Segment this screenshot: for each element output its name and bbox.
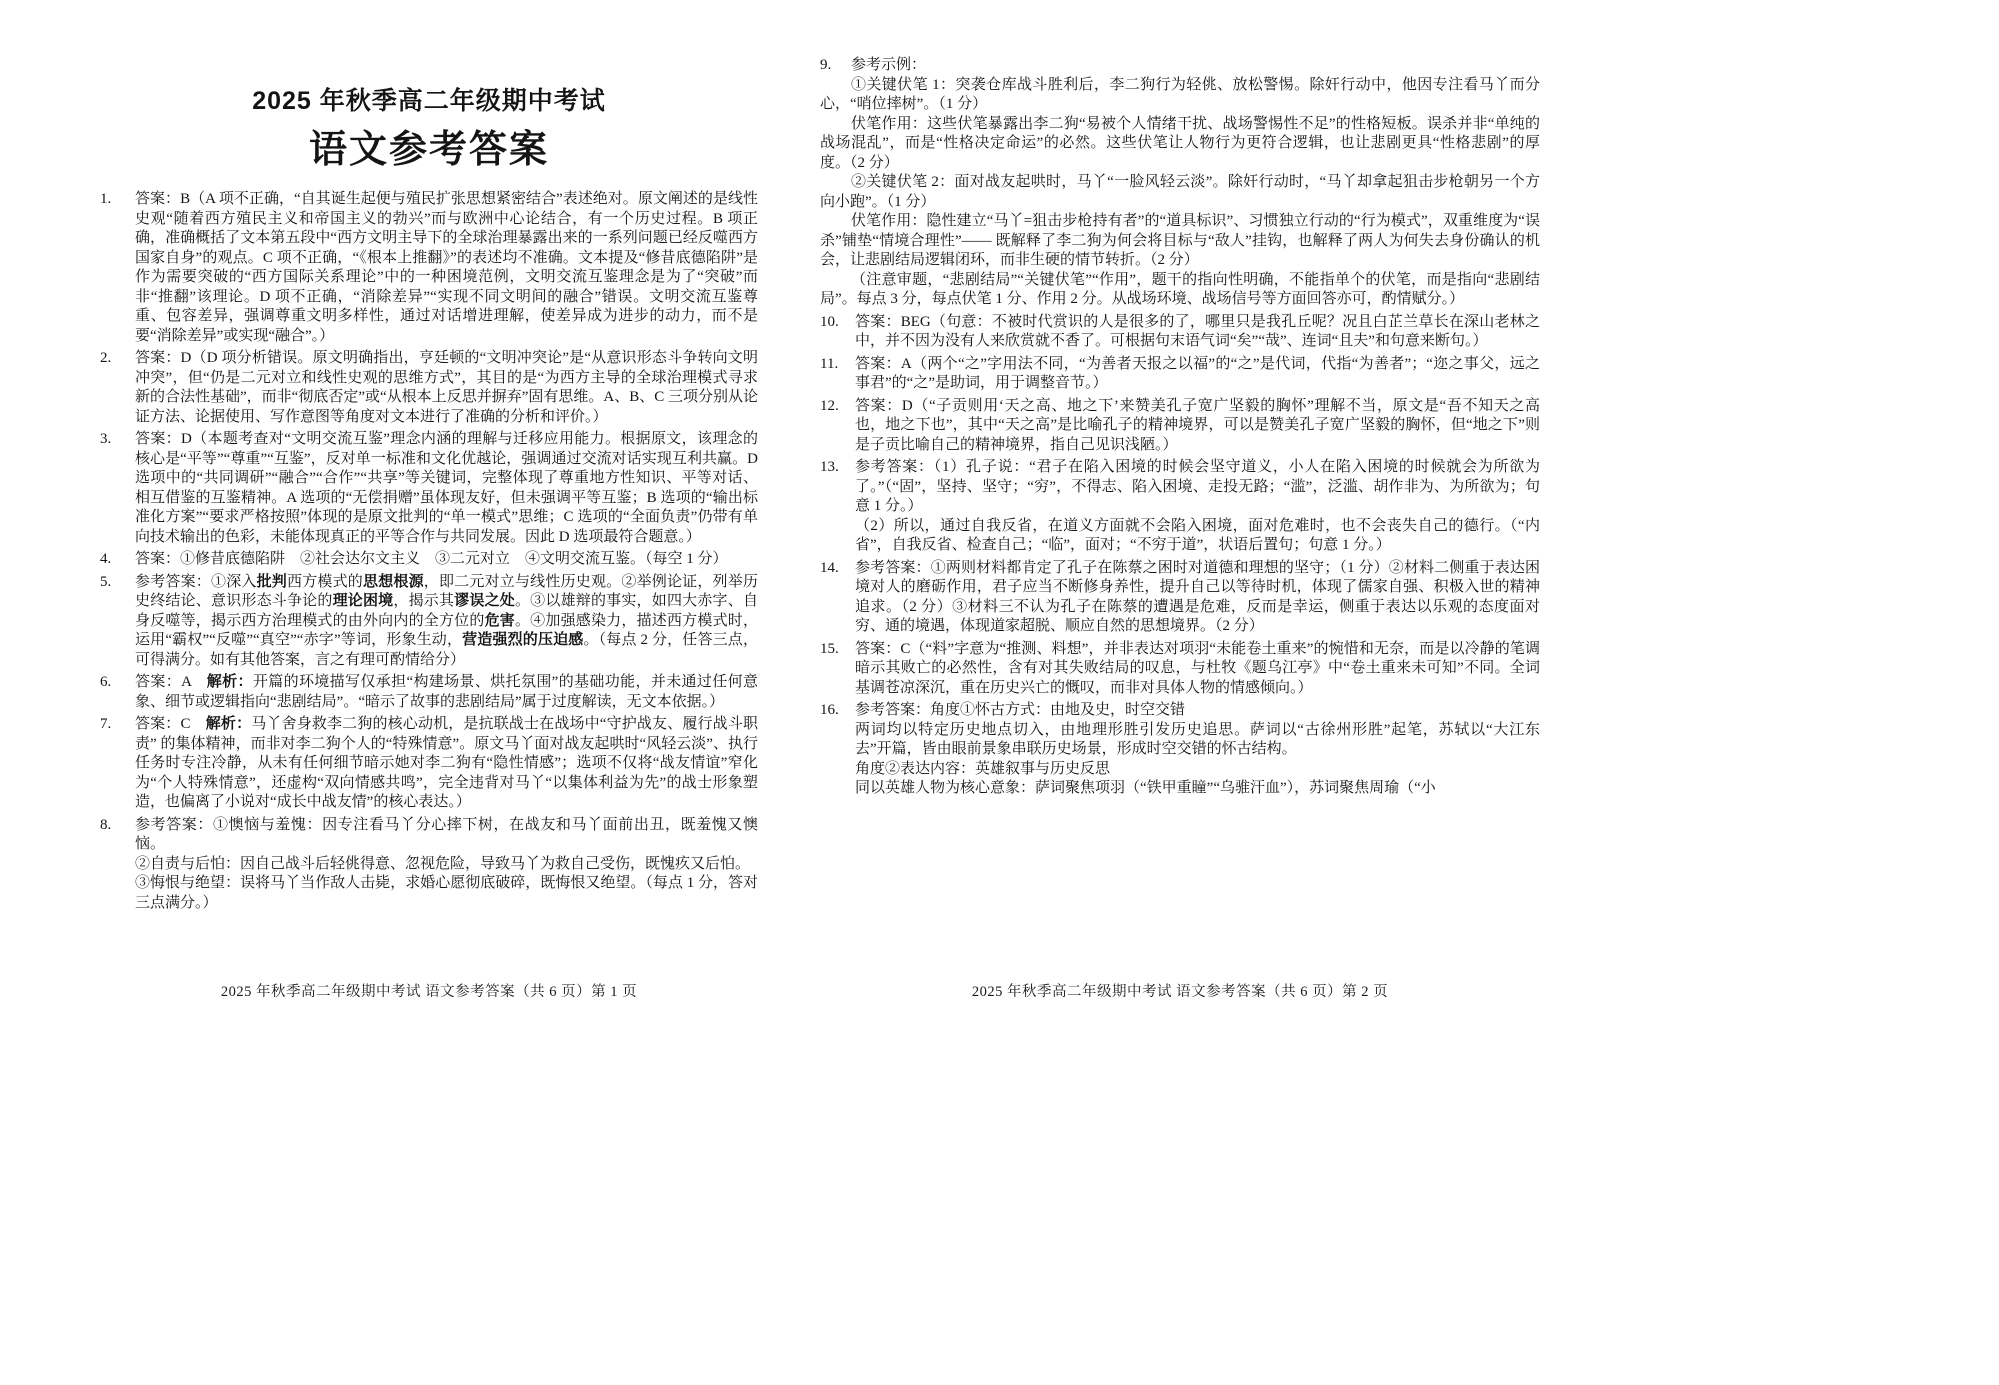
answer-paragraph: 同以英雄人物为核心意象：萨词聚焦项羽（“铁甲重瞳”“乌骓汗血”），苏词聚焦周瑜（“小 [855, 780, 1436, 796]
answer-paragraph: 角度②表达内容：英雄叙事与历史反思 [855, 760, 1111, 777]
answer-paragraph: 答案：A 解析：开篇的环境描写仅承担“构建场景、烘托氛围”的基础功能，并未通过任何意象、细节或逻辑指向“悲剧结局”。“暗示了故事的悲剧结局”属于过度解读，无文本依据。） [135, 674, 758, 710]
answer-paragraph: 答案：C 解析：马丫舍身救李二狗的核心动机，是抗联战士在战场中“守护战友、履行战斗职责” 的集体精神，而非对李二狗个人的“特殊情意”。原文马丫面对战友起哄时“风轻云淡”、执行任务时专注冷静，从未有任何细节暗示她对李二狗有“隐性情感”；选项不仅将“战友情谊”窄化为“个人特殊情意”，还虚构“双向情感共鸣”，完全违背对马丫“以集体利益为先”的战士形象塑造，也偏离了小说对“成长中战友情”的核心表达。） [135, 716, 758, 810]
item-number: 13. [820, 459, 839, 475]
answer-paragraph: 参考答案：①深入批判西方模式的思想根源，即二元对立与线性历史观。②举例论证，列举历史终结论、意识形态斗争论的理论困境，揭示其谬误之处。③以雄辩的事实，如四大赤字、自身反噬等，揭示西方治理模式的由外向内的全方位的危害。④加强感染力，描述西方模式时，运用“霸权”“反噬”“真空”“赤字”等词，形象生动，营造强烈的压迫感。（每点 2 分，任答三点，可得满分。如有其他答案，言之有理可酌情给分） [135, 573, 758, 668]
page-1-footer: 2025 年秋季高二年级期中考试 语文参考答案（共 6 页）第 1 页 [220, 984, 638, 1000]
answer-paragraph: 答案：D（本题考查对“文明交流互鉴”理念内涵的理解与迁移应用能力。根据原文，该理念的核心是“平等”“尊重”“互鉴”，反对单一标准和文化优越论，强调通过交流对话实现互利共赢。D 选项中的“共同调研”“融合”“合作”“共享”等关键词，完整体现了尊重地方性知识、平等对话、相互借鉴的互鉴精神。A 选项的“无偿捐赠”虽体现友好，但未强调平等互鉴；B 选项的“输出标准化方案”“要求严格按照”体现的是原文批判的“单一模式”思维；C 选项的“全面负责”仍带有单向技术输出的色彩，未能体现真正的平等合作与共同发展。因此 D 选项最符合题意。） [135, 431, 758, 545]
item-number: 5. [100, 573, 112, 590]
answer-paragraph: 答案：D（“子贡则用‘天之高、地之下’来赞美孔子宽广坚毅的胸怀”理解不当，原文是“吾不知天之高也，地之下也”，其中“天之高”是比喻孔子的精神境界，可以是赞美孔子宽广坚毅的胸怀，但“地之下”则是子贡比喻自己的精神境界，指自己见识浅陋。） [855, 397, 1540, 453]
answer-item [820, 355, 1540, 394]
answer-paragraph: 参考答案：（1）孔子说：“君子在陷入困境的时候会坚守道义，小人在陷入困境的时候就会为所欲为了。”（“固”，坚持、坚守；“穷”，不得志、陷入困境、走投无路；“滥”，泛滥、胡作非为、为所欲为；句意 1 分。） [855, 459, 1540, 514]
answer-paragraph: 参考答案：角度①怀古方式：由地及史，时空交错 [855, 702, 1186, 718]
page-2-answers [820, 56, 1540, 799]
answer-paragraph: 答案：D（D 项分析错误。原文明确指出，亨廷顿的“文明冲突论”是“从意识形态斗争转向文明冲突”，但“仍是二元对立和线性史观的思维方式”，其目的是“为西方主导的全球治理模式寻求新的合法性基础”，而非“彻底否定”或“从根本上反思并摒弃”固有思维。A、B、C 三项分别从论证方法、论据使用、写作意图等角度对文本进行了准确的分析和评价。） [135, 350, 758, 425]
item-number: 15. [820, 640, 839, 657]
page-2 [820, 56, 1540, 802]
item-number: 10. [820, 313, 839, 330]
answer-paragraph: 答案：①修昔底德陷阱 ②社会达尔文主义 ③二元对立 ④文明交流互鉴。（每空 1 分） [135, 551, 728, 567]
answer-item [100, 349, 758, 427]
item-number: 6. [100, 674, 112, 690]
item-number: 16. [820, 702, 839, 718]
item-number: 4. [100, 551, 112, 567]
item-number: 2. [100, 350, 112, 366]
page-2-footer: 2025 年秋季高二年级期中考试 语文参考答案（共 6 页）第 2 页 [971, 984, 1389, 1000]
answer-item [100, 715, 758, 813]
answer-paragraph: 两词均以特定历史地点切入，由地理形胜引发历史追思。萨词以“古徐州形胜”起笔，苏轼以“大江东去”开篇，皆由眼前景象串联历史场景，形成时空交错的怀古结构。 [855, 721, 1540, 757]
answer-item [100, 550, 758, 570]
answer-item [820, 313, 1540, 352]
item-number: 3. [100, 431, 112, 447]
answer-paragraph: 伏笔作用：这些伏笔暴露出李二狗“易被个人情绪干扰、战场警惕性不足”的性格短板。误杀并非“单纯的战场混乱”，而是“性格决定命运”的必然。这些伏笔让人物行为更符合逻辑，也让悲剧更具“性格悲剧”的厚度。（2 分） [820, 115, 1540, 171]
answer-item [100, 430, 758, 547]
item-number: 9. [820, 57, 832, 73]
answer-paragraph: ①关键伏笔 1：突袭仓库战斗胜利后，李二狗行为轻佻、放松警惕。除奸行动中，他因专注看马丫而分心，“哨位摔树”。（1 分） [820, 76, 1540, 112]
answer-item [820, 458, 1540, 556]
answer-paragraph: 参考答案：①两则材料都肯定了孔子在陈蔡之困时对道德和理想的坚守；（1 分）②材料二侧重于表达困境对人的磨砺作用，君子应当不断修身养性，提升自己以等待时机，体现了儒家自强、积极入世的精神追求。（2 分）③材料三不认为孔子在陈蔡的遭遇是危难，反而是幸运，侧重于表达以乐观的态度面对穷、通的境遇，体现道家超脱、顺应自然的思想境界。（2 分） [855, 559, 1540, 634]
answer-item [100, 190, 758, 346]
item-number: 7. [100, 716, 112, 732]
answer-item [100, 673, 758, 712]
answer-paragraph: 答案：C（“料”字意为“推测、料想”，并非表达对项羽“未能卷土重来”的惋惜和无奈，而是以冷静的笔调暗示其败亡的必然性，含有对其失败结局的叹息，与杜牧《题乌江亭》中“卷土重来未可知”不同。全词基调苍凉深沉，重在历史兴亡的慨叹，而非对具体人物的情感倾向。） [855, 640, 1540, 696]
answer-paragraph: 伏笔作用：隐性建立“马丫=狙击步枪持有者”的“道具标识”、习惯独立行动的“行为模式”，双重维度为“误杀”铺垫“情境合理性”—— 既解释了李二狗为何会将目标与“敌人”挂钩，也解释了两人为何失去身份确认的机会，让悲剧结局逻辑闭环，而非生硬的情节转折。（2 分） [820, 213, 1540, 268]
answer-key-title: 语文参考答案 [308, 129, 549, 171]
item-number: 11. [820, 355, 839, 372]
answer-item [820, 397, 1540, 456]
answer-paragraph: ②关键伏笔 2：面对战友起哄时，马丫“一脸风轻云淡”。除奸行动时，“马丫却拿起狙击步枪朝另一个方向小跑”。（1 分） [820, 174, 1540, 210]
answer-paragraph: 答案：B（A 项不正确，“自其诞生起便与殖民扩张思想紧密结合”表述绝对。原文阐述的是线性史观“随着西方殖民主义和帝国主义的勃兴”而与欧洲中心论结合，有一个历史过程。B 项正确，准确概括了文本第五段中“西方文明主导下的全球治理暴露出来的一系列问题已经反噬西方国家自身”的观点。C 项不正确，“《根本上推翻》”的表述均不准确。文本提及“修昔底德陷阱”是作为需要突破的“西方国际关系理论”中的一种困境范例，文明交流互鉴理念是为了“突破”而非“推翻”该理论。D 项不正确，“消除差异”“实现不同文明间的融合”错误。文明交流互鉴尊重、包容差异，强调尊重文明多样性，通过对话增进理解，使差异成为进步的动力，而不是要“消除差异”或实现“融合”。） [135, 191, 758, 344]
page-1 [100, 84, 758, 916]
answer-paragraph: ②自责与后怕：因自己战斗后轻佻得意、忽视危险，导致马丫为救自己受伤，既愧疚又后怕。 [135, 855, 751, 872]
answer-paragraph: 答案：A（两个“之”字用法不同，“为善者天报之以福”的“之”是代词，代指“为善者”；“迩之事父，远之事君”的“之”是助词，用于调整音节。） [855, 355, 1540, 391]
answer-item [820, 559, 1540, 637]
item-number: 12. [820, 397, 839, 414]
item-number: 14. [820, 559, 839, 576]
answer-paragraph: （注意审题，“悲剧结局”“关键伏笔”“作用”，题干的指向性明确，不能指单个的伏笔，而是指向“悲剧结局”。每点 3 分，每点伏笔 1 分、作用 2 分。从战场环境、战场信号等方面回答亦可，酌情赋分。） [820, 271, 1540, 307]
answer-item [100, 816, 758, 914]
answer-item [820, 56, 1540, 310]
answer-item [820, 701, 1540, 799]
page-1-answers [100, 190, 758, 913]
answer-paragraph: 参考答案：①懊恼与羞愧：因专注看马丫分心摔下树，在战友和马丫面前出丑，既羞愧又懊恼。 [135, 816, 758, 852]
answer-paragraph: （2）所以，通过自我反省，在道义方面就不会陷入困境，面对危难时，也不会丧失自己的德行。（“内省”，自我反省、检查自己；“临”，面对；“不穷于道”，状语后置句；句意 1 分。） [855, 517, 1540, 553]
answer-item [820, 640, 1540, 699]
item-number: 8. [100, 816, 112, 833]
item-number: 1. [100, 191, 112, 207]
exam-title: 2025 年秋季高二年级期中考试 [252, 87, 606, 115]
answer-paragraph: ③悔恨与绝望：误将马丫当作敌人击毙，求婚心愿彻底破碎，既悔恨又绝望。（每点 1 分，答对三点满分。） [135, 875, 758, 911]
answer-paragraph: 参考示例： [851, 57, 927, 73]
answer-paragraph: 答案：BEG（句意：不被时代赏识的人是很多的了，哪里只是我孔丘呢？况且白芷兰草长在深山老林之中，并不因为没有人来欣赏就不香了。可根据句末语气词“矣”“哉”、连词“且夫”和句意来断句。） [855, 313, 1540, 349]
answer-item [100, 573, 758, 671]
